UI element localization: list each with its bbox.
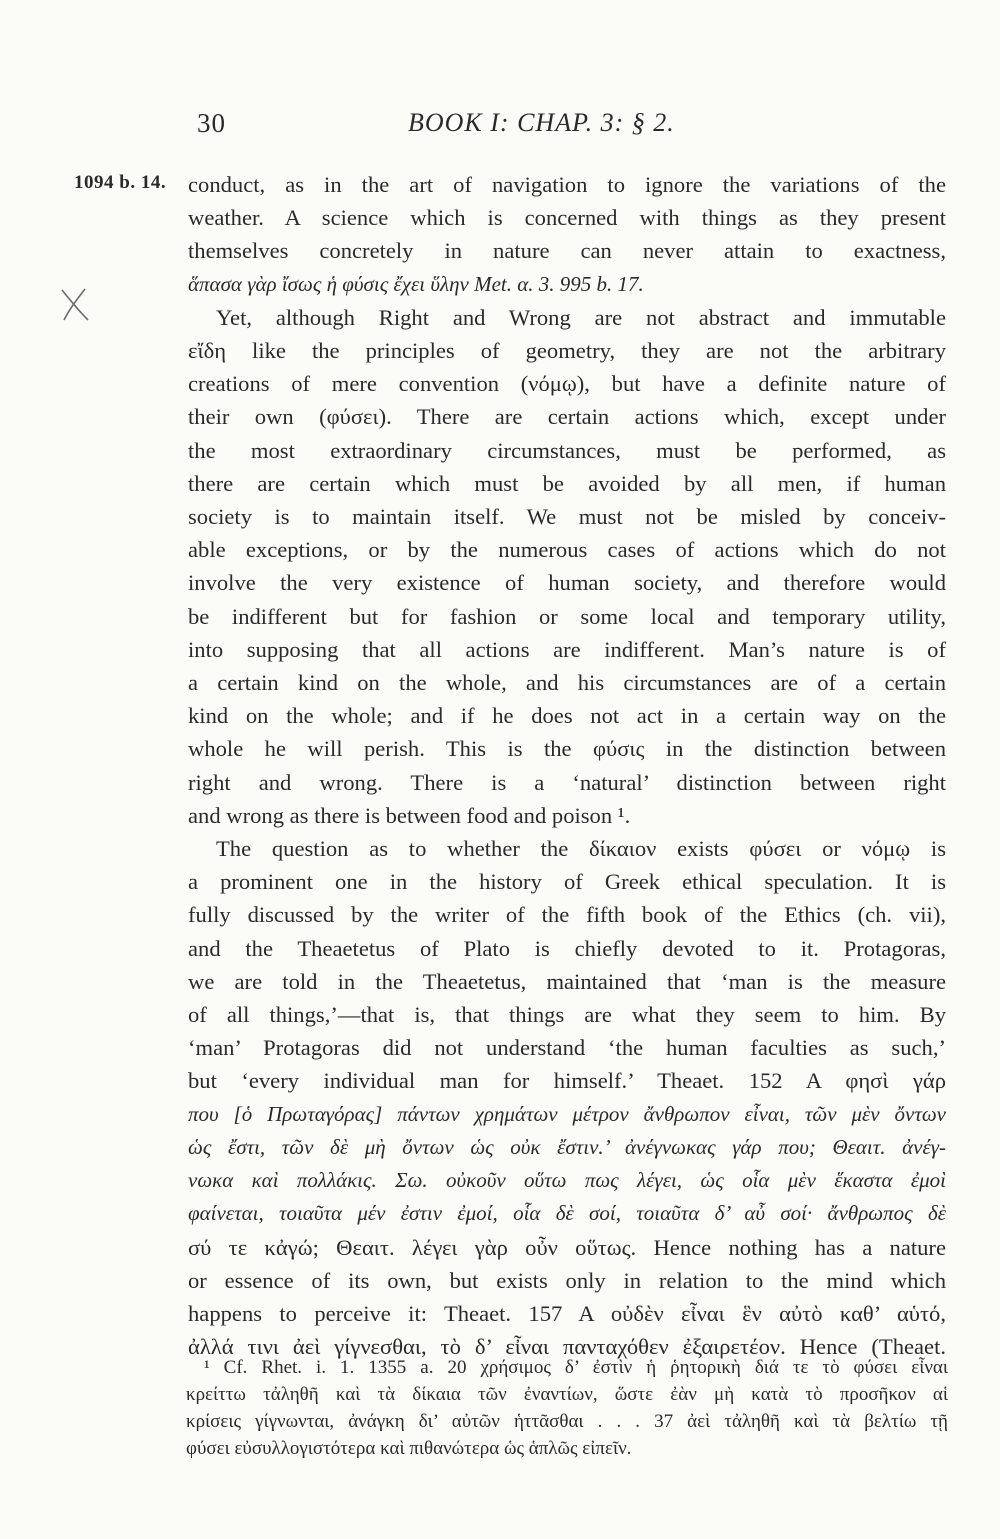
body-line: fully discussed by the writer of the fifth book of the Ethics (ch. vii), (188, 902, 946, 928)
body-line: society is to maintain itself. We must not be misled by conceiv- (188, 504, 946, 530)
body-line: weather. A science which is concerned with things as they present (188, 205, 946, 231)
body-line: involve the very existence of human society, and therefore would (188, 570, 946, 596)
body-line: εἴδη like the principles of geometry, they are not the arbitrary (188, 338, 946, 364)
footnotes (186, 1354, 948, 1462)
body-line: themselves concretely in nature can never attain to exactness, (188, 238, 946, 264)
body-line: conduct, as in the art of navigation to ignore the variations of the (188, 172, 946, 197)
page-number: 30 (197, 108, 226, 138)
body-line: and wrong as there is between food and poison ¹. (188, 802, 631, 828)
body-line: kind on the whole; and if he does not act in a certain way on the (188, 703, 946, 729)
footnote-line: κρείττω τἀληθῆ καὶ τὰ δίκαια τῶν ἐναντίων, ὥστε ἐὰν μὴ κατὰ τὸ προσῆκον αἱ (186, 1384, 948, 1405)
body-line: their own (φύσει). There are certain actions which, except under (188, 404, 946, 430)
footnote-line: φύσει εὐσυλλογιστότερα καὶ πιθανώτερα ὡς ἁπλῶς εἰπεῖν. (186, 1438, 632, 1459)
body-line: ἀλλά τινι ἀεὶ γίγνεσθαι, τὸ δ’ εἶναι πανταχόθεν ἐξαιρετέον. Hence (Theaet. (188, 1334, 946, 1360)
body-line: and the Theaetetus of Plato is chiefly devoted to it. Protagoras, (188, 935, 946, 961)
pencil-x-mark (58, 286, 92, 324)
body-line: we are told in the Theaetetus, maintained that ‘man is the measure (188, 968, 946, 994)
body-line: φαίνεται, τοιαῦτα μέν ἐστιν ἐμοί, οἷα δὲ σοί, τοιαῦτα δ’ αὖ σοί· ἄνθρωπος δὲ (188, 1201, 946, 1226)
body-line: a certain kind on the whole, and his circumstances are of a certain (188, 670, 946, 696)
body-line: be indifferent but for fashion or some local and temporary utility, (188, 603, 946, 629)
body-line: or essence of its own, but exists only in relation to the mind which (188, 1267, 946, 1293)
body-line: the most extraordinary circumstances, must be performed, as (188, 437, 946, 463)
body-line: The question as to whether the δίκαιον exists φύσει or νόμῳ is (216, 836, 946, 862)
body-text (188, 168, 946, 1363)
body-line: whole he will perish. This is the φύσις in the distinction between (188, 736, 946, 762)
body-line: right and wrong. There is a ‘natural’ distinction between right (188, 769, 946, 795)
body-line: into supposing that all actions are indifferent. Man’s nature is of (188, 636, 946, 662)
footnote-line: κρίσεις γίγνωνται, ἀνάγκη δι’ αὐτῶν ἡττᾶσθαι . . . 37 ἀεὶ τἀληθῆ καὶ τὰ βελτίω τῇ (186, 1411, 948, 1432)
body-line: a prominent one in the history of Greek ethical speculation. It is (188, 869, 946, 895)
body-line: Yet, although Right and Wrong are not abstract and immutable (216, 304, 946, 330)
body-line: able exceptions, or by the numerous cases of actions which do not (188, 537, 946, 563)
body-line: there are certain which must be avoided by all men, if human (188, 470, 946, 496)
footnote-line: ¹ Cf. Rhet. i. 1. 1355 a. 20 χρήσιμος δ’ ἐστὶν ἡ ῥητορικὴ διά τε τὸ φύσει εἶναι (204, 1357, 948, 1378)
body-line: of all things,’—that is, that things are what they seem to him. By (188, 1002, 946, 1028)
body-line: νωκα καὶ πολλάκις. Σω. οὐκοῦν οὕτω πως λέγει, ὡς οἷα μὲν ἕκαστα ἐμοὶ (188, 1168, 946, 1193)
body-line: που [ὁ Πρωταγόρας] πάντων χρημάτων μέτρον ἄνθρωπον εἶναι, τῶν μὲν ὄντων (188, 1101, 946, 1126)
body-line: creations of mere convention (νόμῳ), but have a definite nature of (188, 371, 946, 397)
body-line: happens to perceive it: Theaet. 157 A οὐδὲν εἶναι ἓν αὐτὸ καθ’ αὑτό, (188, 1300, 946, 1326)
margin-reference: 1094 b. 14. (74, 172, 167, 193)
body-line: ὡς ἔστι, τῶν δὲ μὴ ὄντων ὡς οὐκ ἔστιν.’ ἀνέγνωκας γάρ που; Θεαιτ. ἀνέγ- (188, 1134, 946, 1159)
running-head: BOOK I: CHAP. 3: § 2. (408, 108, 675, 137)
body-line: but ‘every individual man for himself.’ Theaet. 152 A φησὶ γάρ (188, 1068, 946, 1094)
body-line: σύ τε κἀγώ; Θεαιτ. λέγει γὰρ οὖν οὕτως. Hence nothing has a nature (188, 1234, 946, 1260)
body-line: ἅπασα γὰρ ἴσως ἡ φύσις ἔχει ὕλην Met. α. 3. 995 b. 17. (188, 271, 644, 296)
body-line: ‘man’ Protagoras did not understand ‘the human faculties as such,’ (188, 1035, 946, 1061)
